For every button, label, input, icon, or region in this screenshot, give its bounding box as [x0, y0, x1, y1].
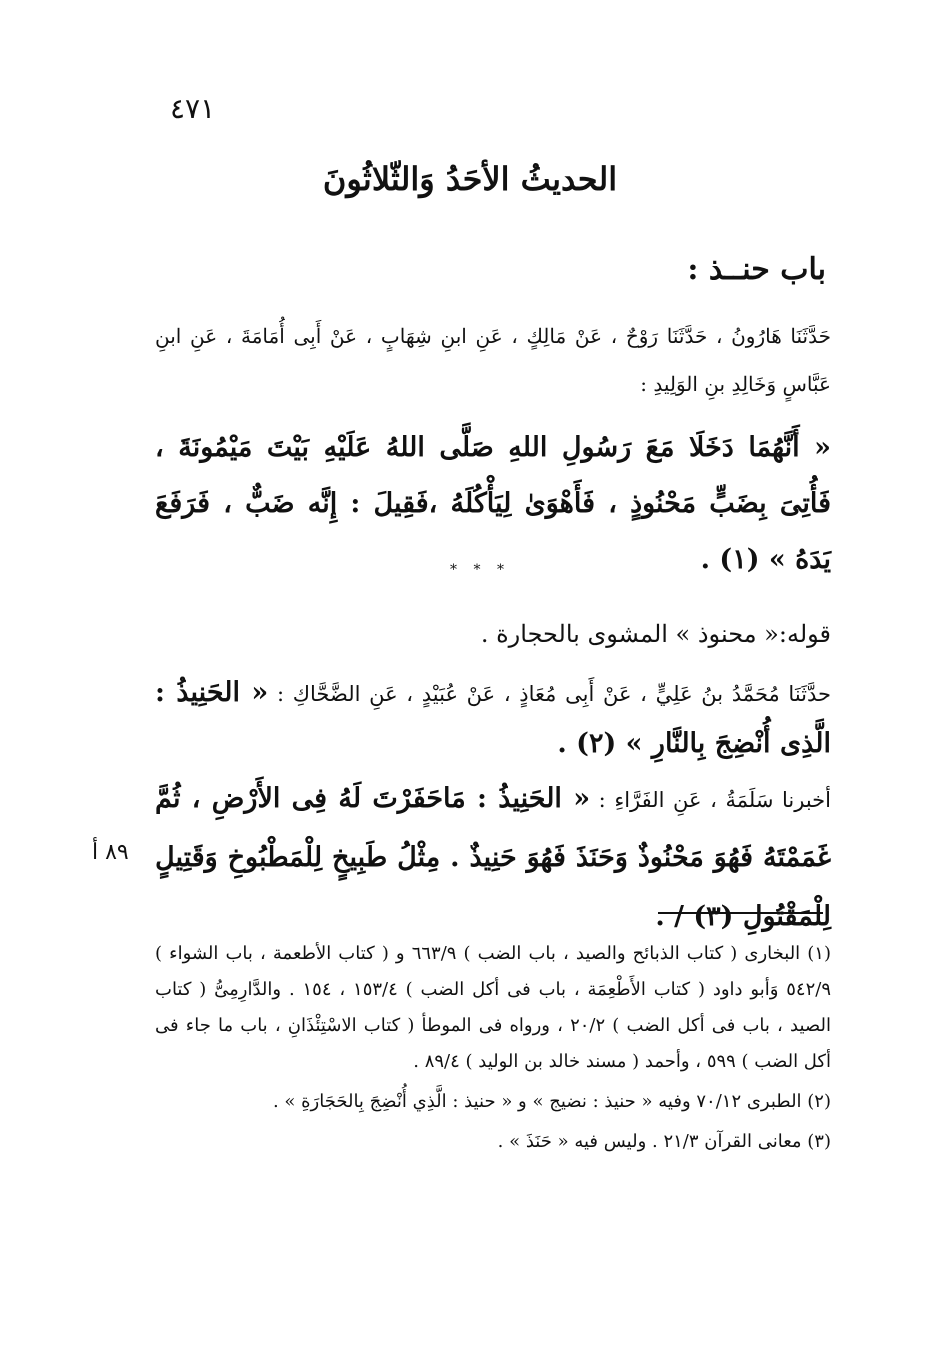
footnotes: [155, 936, 831, 1164]
section-heading: باب حنــذ :: [687, 252, 826, 287]
chapter-title: الحديثُ الأحَدُ وَالثّلاثُونَ: [322, 160, 618, 198]
commentary-note: قوله:« محنوذ » المشوى بالحجارة .: [480, 620, 831, 648]
footnote-1: (١) البخارى ( كتاب الذبائح والصيد ، باب الضب ) ٦٦٣/٩ و ( كتاب الأطعمة ، باب الشواء ) ٥٤٢/٩ وَأبو داود ( كتاب الأَطْعِمَة ، باب فى أكل الضب ) ١٥٣/٤ ، ١٥٤ . والدَّارِمِىُّ ( كتاب الصيد ، باب فى أكل الضب ) ٢٠/٢ ، ورواه فى الموطأ ( كتاب الاسْتِئْذَانِ ، باب ما جاء فى أكل الضب ) ٥٩٩ ، وأحمد ( مسند خالد بن الوليد ) ٨٩/٤ .: [155, 943, 831, 1072]
manuscript-folio-marker: ٨٩ أ: [92, 840, 129, 865]
commentary-paragraph-3: [155, 770, 831, 947]
paragraph-2-isnad: حدَّثَنَا مُحَمَّدُ بنُ عَلِيٍّ ، عَنْ أَبِى مُعَاذٍ ، عَنْ عُبَيْدٍ ، عَنِ الضَّحَّاكِ :: [276, 682, 832, 706]
page-number: ٤٧١: [170, 92, 216, 125]
hadith-text: « أَنَّهُمَا دَخَلَا مَعَ رَسُولِ اللهِ صَلَّى اللهُ عَلَيْهِ بَيْتَ مَيْمُونَةَ ، فَأُتِىَ بِضَبٍّ مَحْنُوذٍ ، فَأَهْوَىٰ لِيَأْكُلَهُ ،فَقِيلَ : إِنَّه ضَبٌّ ، فَرَفَعَ يَدَهُ » (١) .: [155, 432, 831, 575]
commentary-paragraph-2: [155, 668, 831, 770]
footnote-2: (٢) الطبرى ٧٠/١٢ وفيه « حنيذ : نضيج » و « حنيذ : الَّذِي أُنْضِجَ بِالحَجَارَةِ » .: [272, 1091, 831, 1112]
footnote-3: (٣) معانى القرآن ٢١/٣ . وليس فيه « حَنَذَ » .: [497, 1131, 831, 1152]
footnote-divider: [658, 912, 823, 914]
paragraph-3-matn: « الحَنِيذُ : مَاحَفَرْتَ لَهُ فِى الأَرْضِ ، ثُمَّ غَمَمْتَهُ فَهُوَ مَحْنُوذٌ وَحَنَذَ فَهُوَ حَنِيذٌ . مِثْلُ طَبِيخٍ لِلْمَطْبُوخِ وَقَتِيلٍ لِلْمَقْتُولِ (٣) / .: [155, 783, 831, 932]
section-separator: * * *: [450, 562, 510, 578]
paragraph-2-matn: « الحَنِيذُ : الَّذِى أُنْضِجَ بِالنَّارِ » (٢) .: [155, 677, 831, 759]
hadith-isnad: حَدَّثَنَا هَارُونُ ، حَدَّثَنَا رَوْحٌ ، عَنْ مَالِكٍ ، عَنِ ابنِ شِهَابٍ ، عَنْ أَبِى أُمَامَةَ ، عَنِ ابنِ عَبَّاسٍ وَخَالِدِ بنِ الوَلِيدِ :: [155, 324, 831, 396]
paragraph-3-isnad: أخبرنا سَلَمَةُ ، عَنِ الفَرَّاءِ :: [598, 788, 831, 812]
